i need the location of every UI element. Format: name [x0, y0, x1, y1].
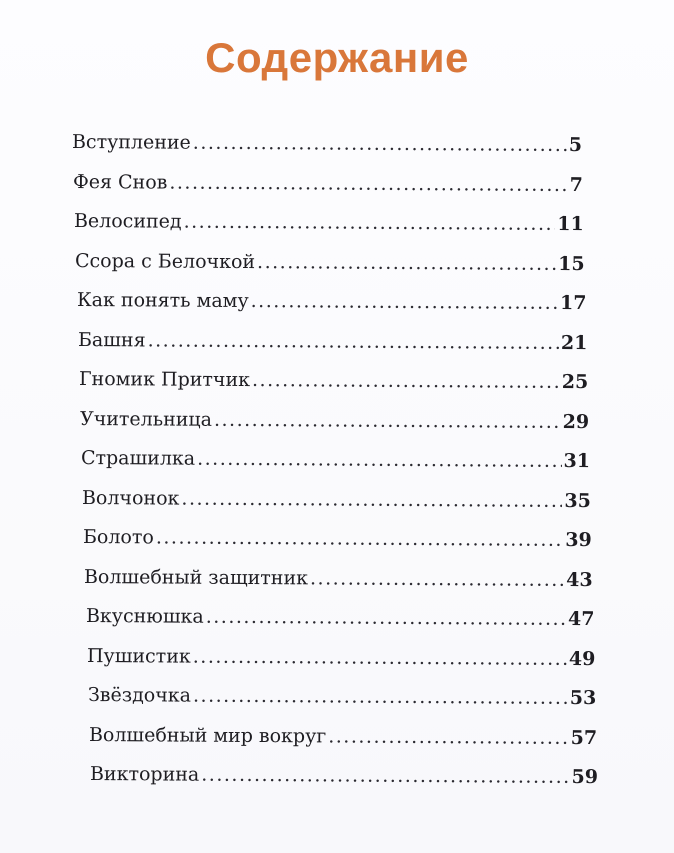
toc-entry — [78, 328, 588, 355]
toc-entry-page: 39 — [565, 528, 593, 552]
toc-entry-label: Как понять маму — [76, 289, 249, 313]
toc-entry — [80, 407, 589, 434]
dot-leader — [147, 328, 558, 355]
toc-entry-page: 59 — [571, 765, 599, 789]
toc-entry — [89, 723, 597, 750]
toc-entry-label: Волчонок — [82, 486, 180, 510]
toc-entry-label: Башня — [77, 328, 146, 351]
toc-entry-page: 29 — [562, 410, 590, 433]
dot-leader — [156, 525, 564, 551]
toc-entry — [88, 683, 596, 710]
toc-entry-page: 49 — [568, 647, 596, 670]
toc-entry-label: Ссора с Белочкой — [75, 249, 256, 273]
toc-entry-label: Велосипед — [74, 210, 183, 233]
toc-entry-page: 47 — [567, 607, 595, 631]
toc-entry-label: Учительница — [79, 407, 212, 431]
dot-leader — [205, 605, 565, 631]
dot-leader — [181, 486, 562, 512]
dot-leader — [250, 289, 558, 315]
toc-entry-page: 31 — [563, 449, 591, 473]
toc-entry-label: Фея Снов — [73, 170, 168, 194]
dot-leader — [310, 566, 564, 592]
toc-entry-page: 35 — [564, 489, 592, 512]
toc-entry — [87, 644, 596, 671]
dot-leader — [214, 407, 561, 433]
toc-entry — [74, 209, 584, 236]
toc-entry-label: Вступление — [71, 131, 191, 154]
toc-entry-page: 15 — [558, 252, 586, 275]
toc-entry-label: Вкуснюшка — [85, 605, 204, 628]
toc-entry — [83, 525, 592, 552]
toc-entry-page: 57 — [570, 726, 598, 749]
toc-entry-label: Болото — [83, 526, 155, 549]
toc-entry-label: Пушистик — [86, 644, 191, 668]
toc-entry-label: Волшебный защитник — [84, 565, 309, 589]
page-title: Содержание — [205, 34, 469, 81]
toc-entry — [79, 367, 588, 394]
toc-entry — [85, 604, 594, 631]
toc-entry-label: Викторина — [89, 763, 200, 786]
toc-entry — [84, 565, 593, 592]
dot-leader — [252, 368, 560, 394]
toc-entry-page: 17 — [559, 291, 587, 315]
dot-leader — [169, 170, 567, 196]
toc-entry-label: Звёздочка — [87, 684, 191, 707]
toc-entry — [75, 249, 585, 276]
toc-entry-label: Волшебный мир вокруг — [88, 723, 327, 747]
dot-leader — [197, 447, 562, 473]
dot-leader — [193, 131, 567, 157]
toc-entry — [82, 486, 591, 513]
dot-leader — [184, 210, 556, 236]
toc-entry — [76, 288, 586, 315]
toc-entry-page: 53 — [569, 686, 597, 710]
dot-leader — [201, 763, 569, 789]
toc-entry — [72, 130, 582, 157]
toc-entry-page: 5 — [568, 134, 583, 157]
toc-entry — [81, 446, 590, 473]
toc-entry — [73, 170, 583, 197]
toc-entry-label: Гномик Притчик — [78, 368, 250, 392]
dot-leader — [192, 644, 566, 670]
toc-entry-label: Страшилка — [80, 447, 196, 470]
dot-leader — [257, 250, 556, 276]
dot-leader — [328, 724, 569, 749]
toc-entry-page: 7 — [569, 173, 584, 196]
toc-entry — [90, 762, 598, 789]
toc-entry-page: 25 — [561, 370, 589, 394]
toc-entry-page: 21 — [560, 331, 588, 354]
toc-entry-page: 43 — [566, 568, 594, 591]
dot-leader — [193, 684, 568, 710]
toc-entry-page: 11 — [557, 212, 585, 236]
